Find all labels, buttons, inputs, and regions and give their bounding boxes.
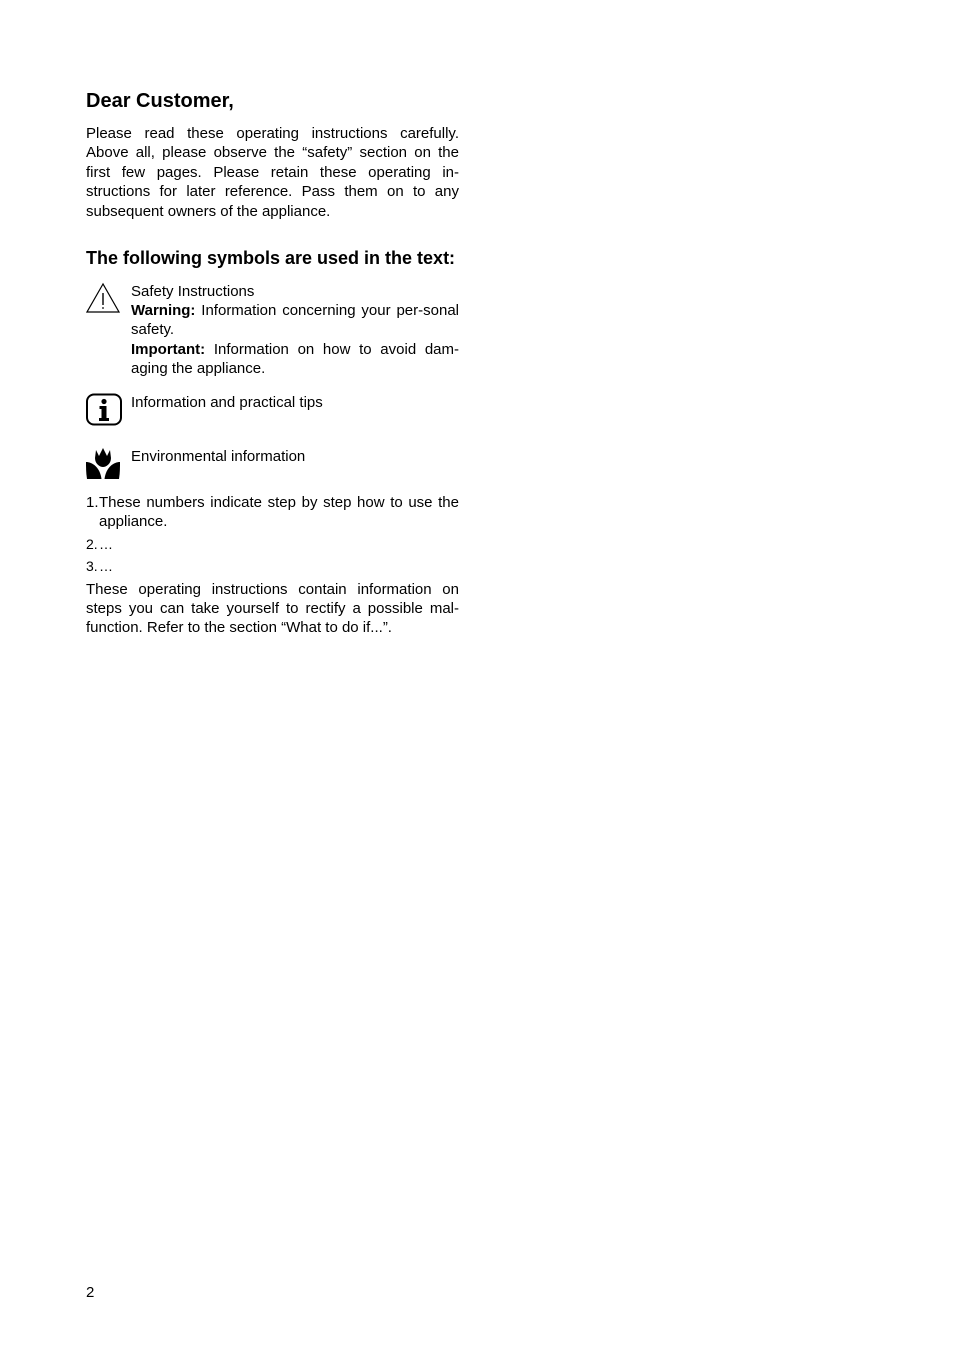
safety-title: Safety Instructions [131, 283, 255, 301]
important-label: Important: [131, 340, 206, 358]
info-icon [86, 393, 131, 427]
important-text: Information on how to avoid dam-aging the appliance. [131, 340, 460, 377]
content-column [86, 88, 459, 638]
safety-description [131, 282, 459, 378]
list-item [86, 557, 459, 576]
environment-description: Environmental information [131, 448, 306, 466]
symbols-heading: The following symbols are used in the text: [86, 248, 456, 269]
intro-paragraph: Please read these operating instructions carefully. Above all, please observe the “safety” section on the first few pages. Please retain these operating in-structions for later reference. Pass them on to any subsequent owners of the appliance. [86, 125, 459, 220]
warning-triangle-icon [86, 282, 131, 316]
flower-icon [86, 447, 131, 481]
step-number: 3. [86, 558, 98, 575]
warning-label: Warning: [131, 302, 196, 320]
important-line [131, 340, 459, 378]
page-title: Dear Customer, [86, 90, 234, 112]
symbol-row-info [86, 393, 459, 427]
symbol-row-safety [86, 282, 459, 378]
list-item [86, 493, 459, 532]
symbol-row-environment [86, 447, 459, 481]
warning-text: Information concerning your per-sonal safety. [131, 302, 459, 339]
step-number: 1. [86, 494, 99, 512]
steps-list [86, 493, 459, 577]
closing-paragraph: These operating instructions contain information on steps you can take yourself to rectify a possible mal-function. Refer to the section “What to do if...”. [86, 580, 459, 637]
step-text: … [99, 558, 113, 575]
list-item [86, 535, 459, 554]
warning-line [131, 301, 459, 339]
step-text: … [99, 535, 113, 552]
page-number: 2 [86, 1284, 95, 1301]
step-text: These numbers indicate step by step how to use the appliance. [99, 494, 459, 531]
step-number: 2. [86, 535, 98, 552]
info-description: Information and practical tips [131, 394, 323, 412]
